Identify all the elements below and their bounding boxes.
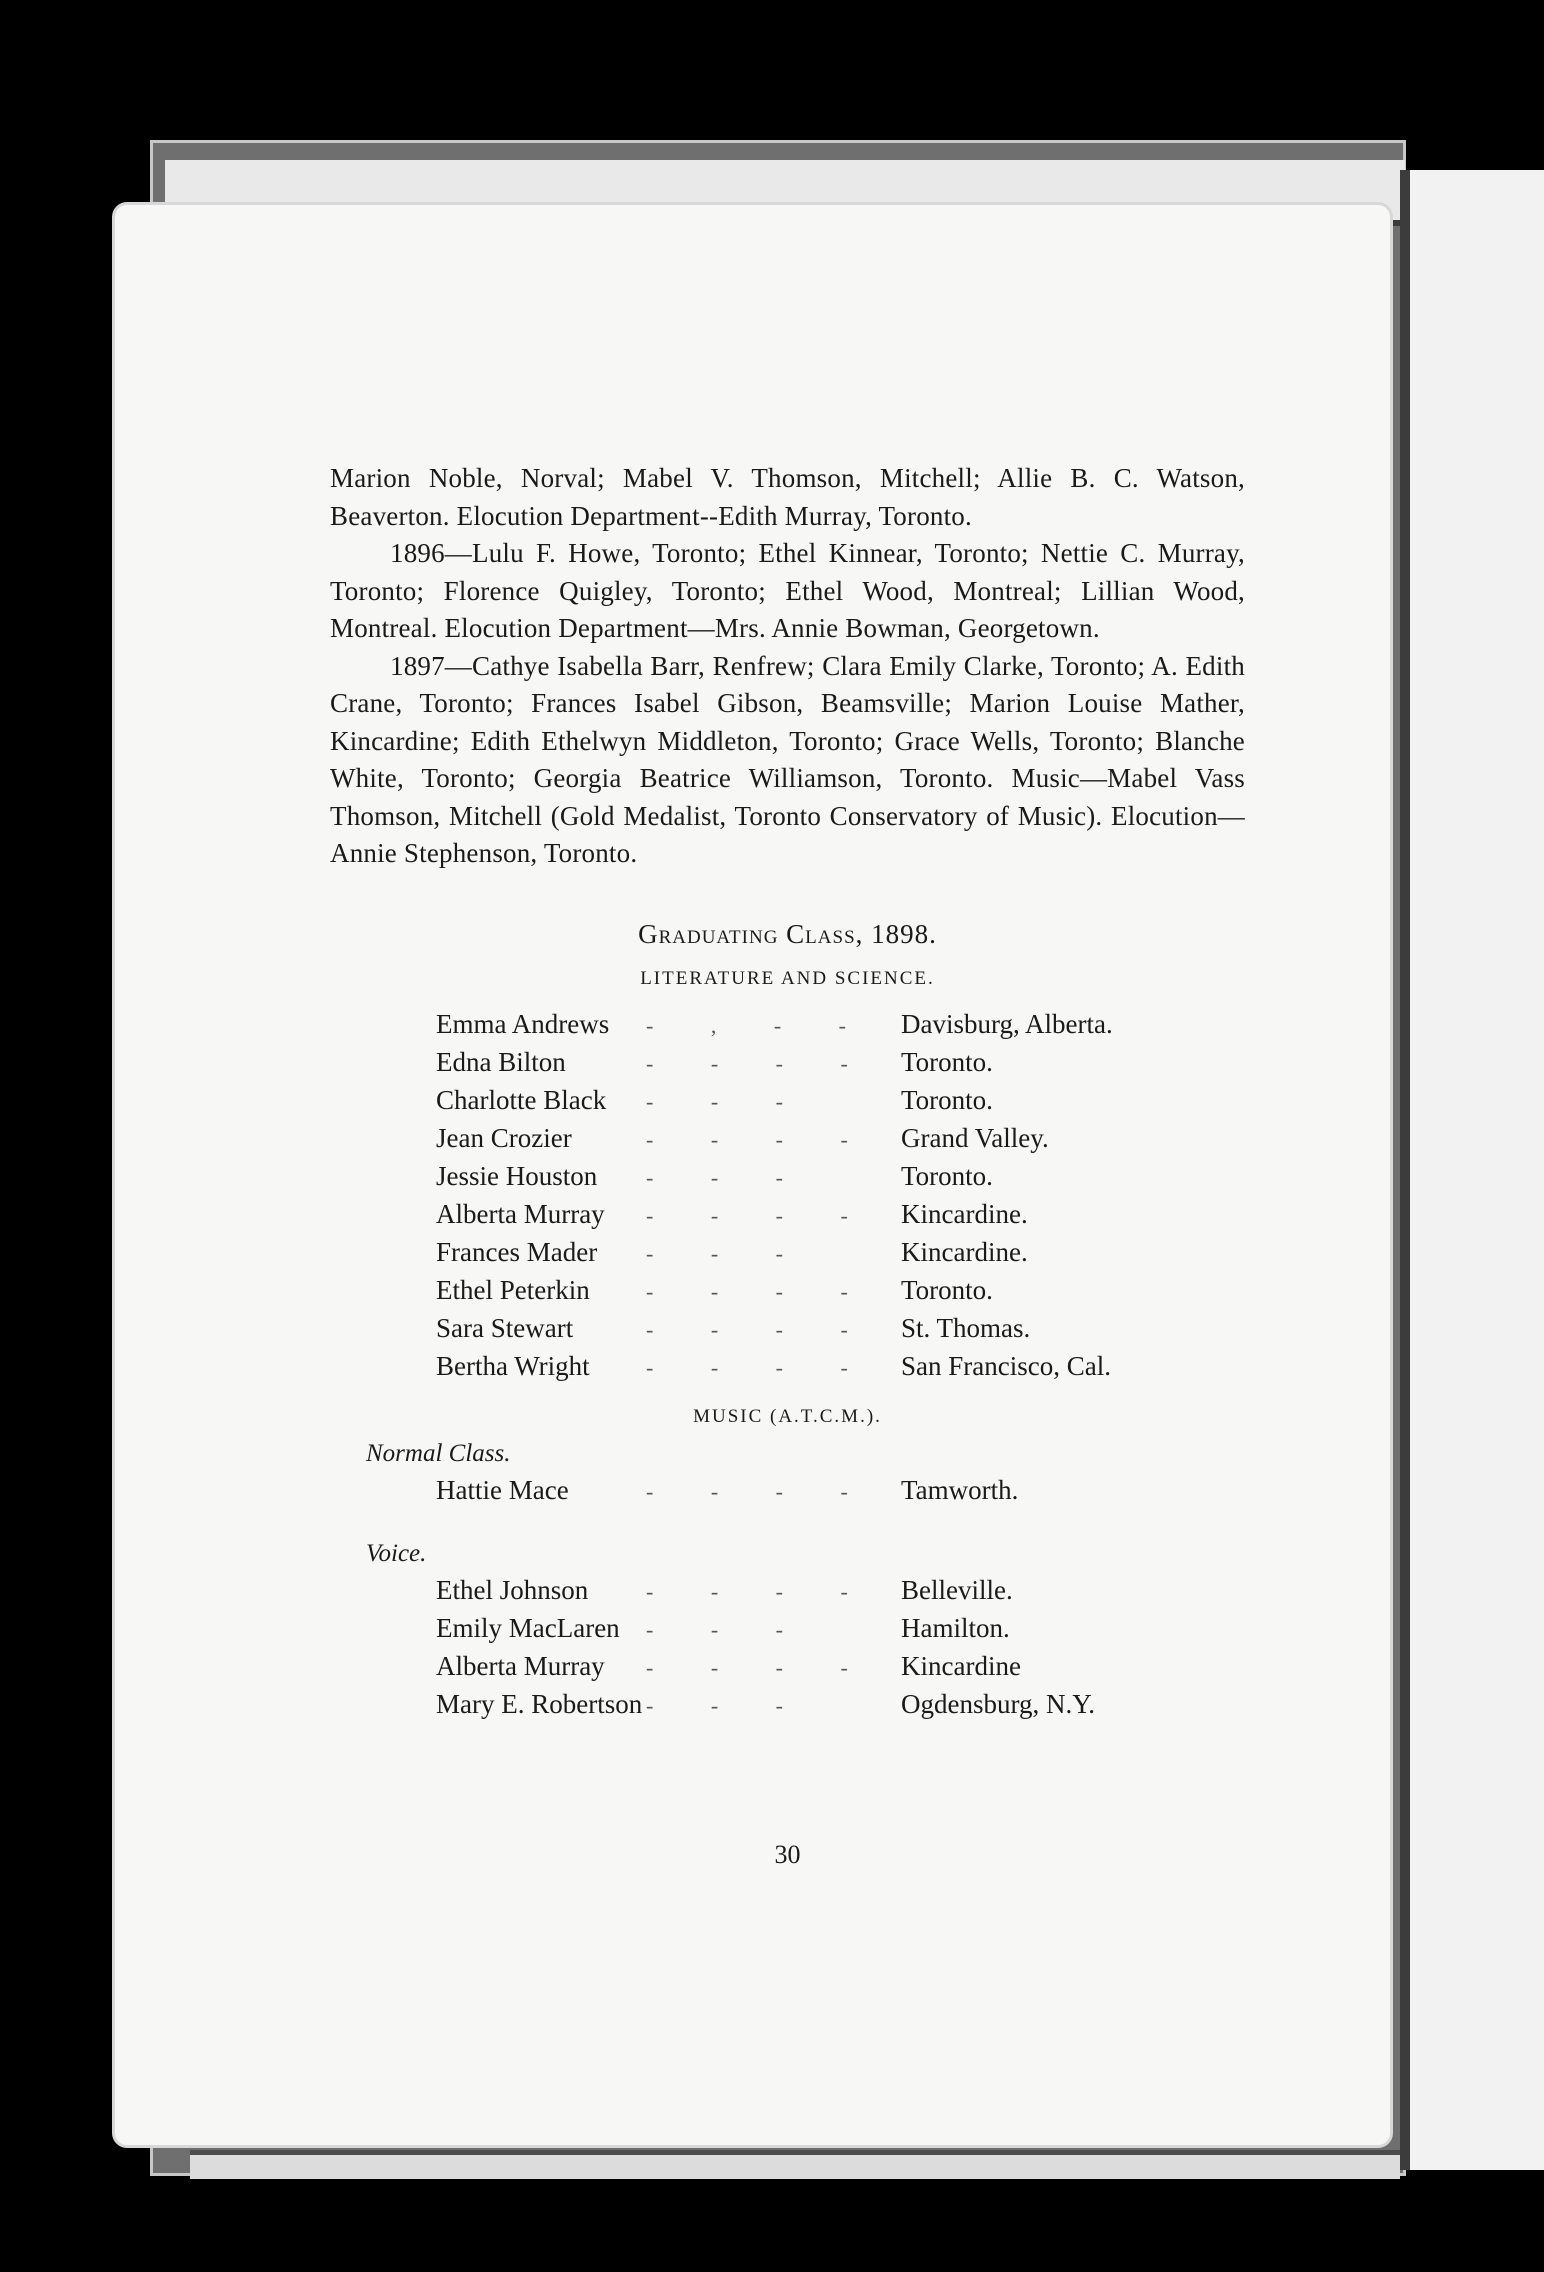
list-item: Bertha Wright - - - - San Francisco, Cal. [436, 1350, 1111, 1381]
list-item: Hattie Mace - - - - Tamworth. [436, 1474, 1019, 1505]
paragraph-1897: 1897—Cathye Isabella Barr, Renfrew; Clara Emily Clarke, Toronto; A. Edith Crane, Toronto; Frances Isabel Gibson, Beamsville; Marion Louise Mather, Kincardine; Edith Ethelwyn Middleton, Toronto; Grace Wells, Toronto; Blanche White, Toronto; Georgia Beatrice Williamson, Toronto. Music—Mabel Vass Thomson, Mitchell (Gold Medalist, Toronto Conservatory of Music). Elocution—Annie Stephenson, Toronto. [330, 650, 1245, 868]
normal-class-roster [330, 1472, 1245, 1510]
list-item: Alberta Murray - - - - Kincardine [436, 1650, 1021, 1681]
list-item: Alberta Murray - - - - Kincardine. [436, 1198, 1028, 1229]
page-content [330, 460, 1245, 1869]
list-item: Jessie Houston - - - Toronto. [436, 1160, 993, 1191]
list-item: Frances Mader - - - Kincardine. [436, 1236, 1028, 1267]
list-item: Ethel Johnson - - - - Belleville. [436, 1574, 1013, 1605]
page-bottom-edge [190, 2150, 1400, 2179]
list-item: Mary E. Robertson - - - Ogdensburg, N.Y. [436, 1688, 1096, 1719]
list-item: Ethel Peterkin - - - - Toronto. [436, 1274, 993, 1305]
document-page [115, 205, 1390, 2145]
paragraph-1896: 1896—Lulu F. Howe, Toronto; Ethel Kinnear, Toronto; Nettie C. Murray, Toronto; Florence Quigley, Toronto; Ethel Wood, Montreal; Lillian Wood, Montreal. Elocution Department—Mrs. Annie Bowman, Georgetown. [330, 538, 1245, 643]
list-item: Charlotte Black - - - Toronto. [436, 1084, 993, 1115]
list-item: Jean Crozier - - - - Grand Valley. [436, 1122, 1049, 1153]
voice-label: Voice. [366, 1539, 427, 1567]
music-heading: MUSIC (A.T.C.M.). [693, 1405, 882, 1427]
page-number: 30 [774, 1840, 801, 1869]
voice-roster [330, 1572, 1245, 1724]
normal-class-label: Normal Class. [366, 1439, 511, 1467]
list-item: Emily MacLaren - - - Hamilton. [436, 1612, 1010, 1643]
spacer [330, 1510, 1245, 1528]
list-item: Edna Bilton - - - - Toronto. [436, 1046, 993, 1077]
graduating-class-heading: Graduating Class, 1898. [638, 918, 937, 949]
adjacent-page-edge [1400, 170, 1544, 2170]
literature-science-heading: LITERATURE AND SCIENCE. [640, 967, 935, 989]
list-item: Emma Andrews - , - - Davisburg, Alberta. [436, 1008, 1113, 1039]
literature-roster [330, 1006, 1245, 1386]
list-item: Sara Stewart - - - - St. Thomas. [436, 1312, 1031, 1343]
paragraph-1895: Marion Noble, Norval; Mabel V. Thomson, Mitchell; Allie B. C. Watson, Beaverton. Elocution Department--Edith Murray, Toronto. [330, 463, 1245, 531]
